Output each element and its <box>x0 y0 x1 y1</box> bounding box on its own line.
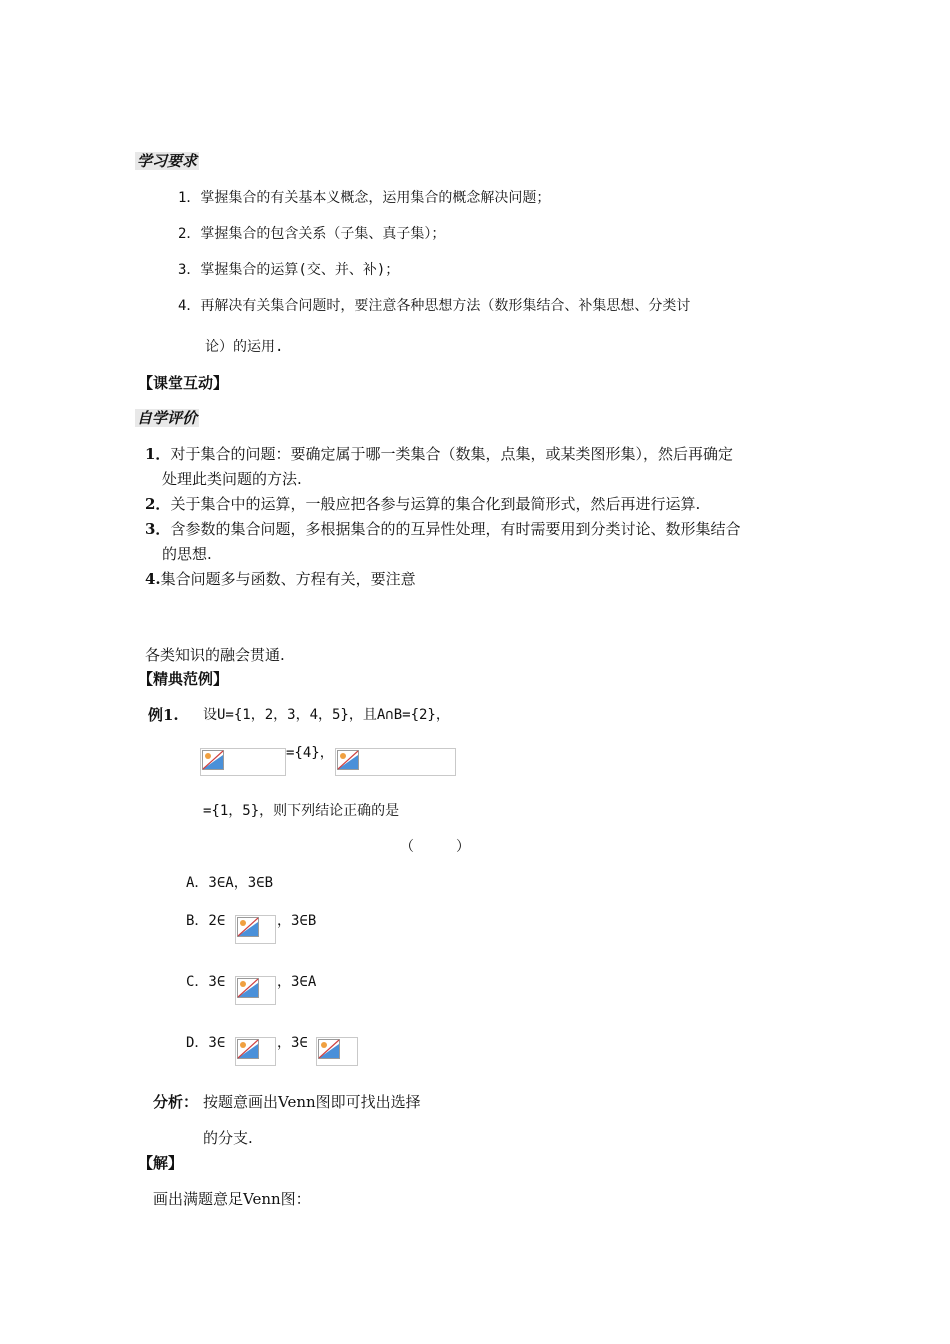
broken-image-icon <box>318 1039 340 1059</box>
self-eval-item-1-cont: 处理此类问题的方法. <box>162 470 302 488</box>
answer-parentheses: （ ） <box>400 839 470 855</box>
examples-heading: 【精典范例】 <box>138 670 229 688</box>
item-number: 3． <box>145 520 171 538</box>
requirement-4: 4．再解决有关集合问题时，要注意各种思想方法（数形集结合、补集思想、分类讨 <box>178 298 691 314</box>
broken-image-icon <box>237 917 259 937</box>
example-1-stem: 设U={1，2，3，4，5}，且A∩B={2}， <box>203 707 450 723</box>
item-text: 关于集合中的运算，一般应把各参与运算的集合化到最简形式，然后再进行运算. <box>170 495 701 513</box>
solution-heading: 【解】 <box>138 1154 184 1172</box>
example-1-label: 例1. <box>148 706 179 724</box>
formula-image-placeholder <box>235 915 276 944</box>
broken-image-icon <box>237 978 259 998</box>
self-eval-item-3-cont: 的思想. <box>162 545 212 563</box>
item-text: 对于集合的问题：要确定属于哪一类集合（数集，点集，或某类图形集），然后再确定 <box>170 445 733 463</box>
item-number: 1． <box>145 445 171 463</box>
formula-image-placeholder <box>316 1037 358 1066</box>
self-eval-item-2 <box>145 494 700 514</box>
option-d-middle: ，3∈ <box>277 1035 308 1051</box>
requirement-1: 1．掌握集合的有关基本义概念，运用集合的概念解决问题； <box>178 190 551 206</box>
option-d-prefix: D．3∈ <box>186 1035 226 1051</box>
item-text: 集合问题多与函数、方程有关，要注意 <box>160 570 416 588</box>
broken-image-icon <box>237 1039 259 1059</box>
option-b-suffix: ，3∈B <box>277 913 317 929</box>
requirement-2: 2．掌握集合的包含关系（子集、真子集）； <box>178 226 446 242</box>
self-eval-heading: 自学评价 <box>137 409 198 427</box>
example-1-eq2: ={1，5}，则下列结论正确的是 <box>203 803 400 819</box>
option-c-prefix: C．3∈ <box>186 974 226 990</box>
self-eval-item-1 <box>145 444 733 464</box>
formula-image-placeholder <box>235 1037 276 1066</box>
formula-image-placeholder <box>335 748 456 776</box>
option-c-suffix: ，3∈A <box>277 974 317 990</box>
broken-image-icon <box>337 750 359 770</box>
self-eval-tail: 各类知识的融会贯通. <box>145 646 285 664</box>
solution-text: 画出满题意足Venn图： <box>153 1190 311 1208</box>
broken-image-icon <box>202 750 224 770</box>
item-number: 4. <box>145 570 161 588</box>
option-a: A．3∈A，3∈B <box>186 875 274 891</box>
analysis-label: 分析： <box>153 1093 199 1111</box>
study-requirements-heading: 学习要求 <box>137 152 198 170</box>
classroom-heading: 【课堂互动】 <box>138 374 229 392</box>
formula-image-placeholder <box>200 748 286 776</box>
requirement-3: 3．掌握集合的运算(交、并、补)； <box>178 262 400 278</box>
self-eval-item-3 <box>145 519 740 539</box>
analysis-line-1: 按题意画出Venn图即可找出选择 <box>203 1093 421 1111</box>
option-b-prefix: B．2∈ <box>186 913 226 929</box>
analysis-line-2: 的分支. <box>203 1129 253 1147</box>
self-eval-item-4 <box>145 569 416 589</box>
formula-image-placeholder <box>235 976 276 1005</box>
example-1-eq1: ={4}， <box>286 745 334 761</box>
item-number: 2． <box>145 495 171 513</box>
item-text: 含参数的集合问题，多根据集合的的互异性处理，有时需要用到分类讨论、数形集结合 <box>170 520 741 538</box>
requirement-4-cont: 论）的运用. <box>205 339 284 355</box>
